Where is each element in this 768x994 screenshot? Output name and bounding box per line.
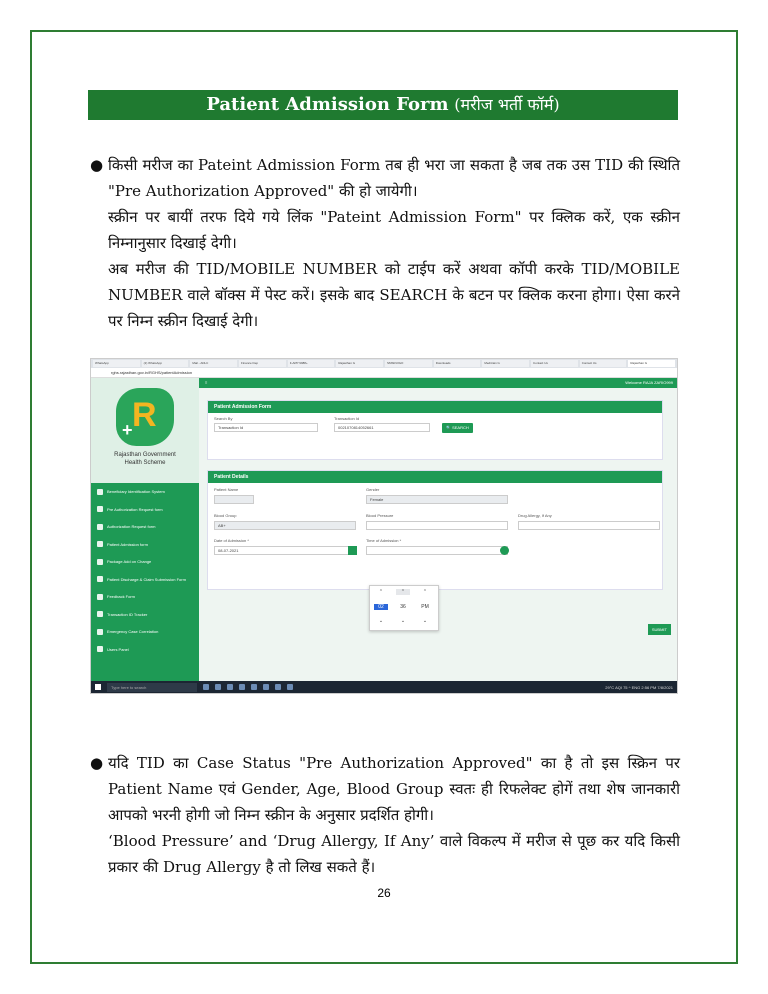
sidebar-item-label: Feedback Form <box>107 594 136 600</box>
page-number: 26 <box>377 886 391 900</box>
patient-details-card <box>207 470 663 590</box>
taskbar-app-icon[interactable] <box>287 684 293 690</box>
drug-allergy-input[interactable] <box>518 521 660 530</box>
menu-icon <box>97 576 103 582</box>
windows-start-icon[interactable] <box>95 684 101 690</box>
logo-area <box>91 378 199 483</box>
period-value[interactable]: PM <box>421 604 429 610</box>
minute-value[interactable]: 36 <box>400 604 406 610</box>
sidebar-item-label: Beneficiary Identification System <box>107 489 165 495</box>
org-name <box>91 451 199 467</box>
menu-icon <box>97 611 103 617</box>
sidebar-item-label: Package Add on Change <box>107 559 152 565</box>
search-button[interactable]: 🔍 SEARCH <box>442 423 473 433</box>
welcome-text: Welcome RAJA ZARIO999 <box>625 380 673 385</box>
sidebar <box>91 378 199 683</box>
patient-name-field <box>214 495 254 504</box>
browser-tab[interactable]: Downloads <box>434 360 481 367</box>
bullet-icon: ● <box>90 754 104 772</box>
taskbar-app-icon[interactable] <box>239 684 245 690</box>
browser-tab-active[interactable]: Rajasthan G <box>628 360 675 367</box>
sidebar-item-label: Emergency Case Correlation <box>107 629 159 635</box>
title-hindi: (मरीज भर्ती फॉर्म) <box>454 95 560 114</box>
time-picker[interactable] <box>369 585 439 631</box>
blood-group-field: AB+ <box>214 521 356 530</box>
patient-name-label: Patient Name <box>214 487 239 492</box>
browser-tab[interactable]: Mail - ADLC <box>190 360 237 367</box>
browser-tab[interactable]: Meditrain G <box>482 360 529 367</box>
para2-line-2: ‘Blood Pressure’ and ‘Drug Allergy, If Any’ वाले विकल्प में मरीज से पूछ कर यदि किसी प्रकार की Drug Allergy है तो लिख सकते हैं। <box>108 832 680 876</box>
page-title <box>88 90 678 120</box>
blood-pressure-input[interactable] <box>366 521 508 530</box>
clock-icon[interactable] <box>500 546 509 555</box>
sidebar-item-patient-admission[interactable] <box>91 536 199 554</box>
minute-down-icon[interactable]: ⌄ <box>400 618 406 624</box>
rghs-logo: R + <box>116 388 174 446</box>
hour-value[interactable]: 02 <box>374 604 388 610</box>
card-header: Patient Admission Form <box>208 401 662 413</box>
taskbar-search[interactable]: Type here to search <box>107 683 197 692</box>
sidebar-item-pre-authorization[interactable] <box>91 501 199 519</box>
para1-line-1: किसी मरीज का Pateint Admission Form तब ही भरा जा सकता है जब तक उस TID की स्थिति "Pre Authorization Approved" की हो जायेगी। <box>108 156 680 200</box>
menu-toggle-icon[interactable]: ≡ <box>205 380 208 385</box>
browser-tab[interactable]: Finance Dep <box>239 360 286 367</box>
blood-group-label: Blood Group <box>214 513 237 518</box>
title-english: Patient Admission Form <box>206 94 449 115</box>
submit-button[interactable]: SUBMIT <box>648 624 671 635</box>
menu-icon <box>97 524 103 530</box>
taskbar-app-icon[interactable] <box>227 684 233 690</box>
card-header: Patient Details <box>208 471 662 483</box>
period-down-icon[interactable]: ⌄ <box>422 618 428 624</box>
hour-up-icon[interactable]: ⌃ <box>378 589 384 595</box>
para1-line-2: स्क्रीन पर बायीं तरफ दिये गये लिंक "Pateint Admission Form" पर क्लिक करें, एक स्क्रीन निम्नानुसार दिखाई देगी। <box>108 208 680 252</box>
sidebar-item-tid-tracker[interactable] <box>91 606 199 624</box>
browser-tab[interactable]: SMSRUIGO <box>385 360 432 367</box>
para1-line-3: अब मरीज की TID/MOBILE NUMBER को टाईप करें अथवा कॉपी करके TID/MOBILE NUMBER वाले बॉक्स में पेस्ट करें। इसके बाद SEARCH के बटन पर क्लिक करना होगा। ऐसा करने पर निम्न स्क्रीन दिखाई देगी। <box>108 260 680 330</box>
taskbar-app-icon[interactable] <box>263 684 269 690</box>
org-name-line-2: Health Scheme <box>124 460 166 466</box>
browser-tab[interactable]: Rajasthan G <box>336 360 383 367</box>
address-bar[interactable]: rghs.rajasthan.gov.in/RGHS/patientAdmission <box>91 368 677 378</box>
sidebar-item-discharge-claim[interactable] <box>91 571 199 589</box>
sidebar-item-feedback[interactable] <box>91 588 199 606</box>
calendar-icon[interactable] <box>348 546 357 555</box>
browser-tab[interactable]: Contact Us <box>580 360 627 367</box>
date-of-admission-label: Date of Admission * <box>214 538 249 543</box>
transaction-id-input[interactable]: 0021070814052661 <box>334 423 430 432</box>
drug-allergy-label: Drug Allergy, If Any <box>518 513 552 518</box>
para2-line-1: यदि TID का Case Status "Pre Authorization Approved" का है तो इस स्क्रिन पर Patient Name एवं Gender, Age, Blood Group स्वतः ही रिफलेक्ट होगें तथा शेष जानकारी आपको भरनी होगी जो निम्न स्क्रीन के अनुसार प्रदर्शित होगी। <box>108 754 680 824</box>
taskbar-app-icon[interactable] <box>251 684 257 690</box>
sidebar-item-label: Patient Discharge & Claim Submission Form <box>107 576 186 582</box>
transaction-id-label: Transaction Id <box>334 416 360 421</box>
taskbar-app-icon[interactable] <box>275 684 281 690</box>
period-up-icon[interactable]: ⌃ <box>422 589 428 595</box>
menu-icon <box>97 594 103 600</box>
org-name-line-1: Rajasthan Government <box>114 452 176 458</box>
taskbar-app-icon[interactable] <box>215 684 221 690</box>
menu-icon <box>97 506 103 512</box>
gender-field: Female <box>366 495 508 504</box>
sidebar-item-authorization[interactable] <box>91 518 199 536</box>
search-button-label: SEARCH <box>452 425 469 430</box>
taskbar <box>91 681 678 693</box>
sidebar-item-label: Authorization Request form <box>107 524 156 530</box>
embedded-screenshot <box>90 358 678 694</box>
app-window <box>91 378 678 683</box>
menu-icon <box>97 629 103 635</box>
hour-down-icon[interactable]: ⌄ <box>378 618 384 624</box>
taskbar-app-icon[interactable] <box>203 684 209 690</box>
minute-up-icon[interactable]: ⌃ <box>396 589 410 595</box>
instruction-paragraph-1 <box>90 152 680 334</box>
browser-tab[interactable]: WhatsApp <box>93 360 140 367</box>
search-by-select[interactable]: Transaction Id <box>214 423 318 432</box>
menu-icon <box>97 646 103 652</box>
top-bar <box>199 378 678 388</box>
sidebar-item-label: Pre Authorization Request form <box>107 506 163 512</box>
search-by-label: Search By <box>214 416 233 421</box>
main-content <box>199 378 678 683</box>
browser-tab[interactable]: (2) WhatsApp <box>142 360 189 367</box>
browser-tab[interactable]: F-APP 9988+ <box>288 360 335 367</box>
sidebar-item-package-add-on[interactable] <box>91 553 199 571</box>
gender-label: Gender <box>366 487 380 492</box>
time-of-admission-input[interactable] <box>366 546 508 555</box>
bullet-icon: ● <box>90 156 104 174</box>
sidebar-item-label: Transaction ID Tracker <box>107 611 148 617</box>
sidebar-item-emergency[interactable] <box>91 623 199 641</box>
system-tray: 29°C AQI 75 ^ ENG 2:56 PM 7/8/2021 <box>605 684 673 690</box>
time-of-admission-label: Time of Admission * <box>366 538 402 543</box>
menu-icon <box>97 541 103 547</box>
sidebar-item-label: Users Panel <box>107 646 129 652</box>
sidebar-item-beneficiary[interactable] <box>91 483 199 501</box>
menu-icon <box>97 489 103 495</box>
browser-tabstrip <box>91 359 677 368</box>
blood-pressure-label: Blood Pressure <box>366 513 394 518</box>
sidebar-item-users-panel[interactable] <box>91 641 199 659</box>
admission-search-card <box>207 400 663 460</box>
browser-tab[interactable]: Contact Us <box>531 360 578 367</box>
instruction-paragraph-2 <box>90 750 680 880</box>
menu-icon <box>97 559 103 565</box>
date-of-admission-input[interactable]: 08-07-2021 <box>214 546 356 555</box>
sidebar-item-label: Patient Admission form <box>107 541 148 547</box>
